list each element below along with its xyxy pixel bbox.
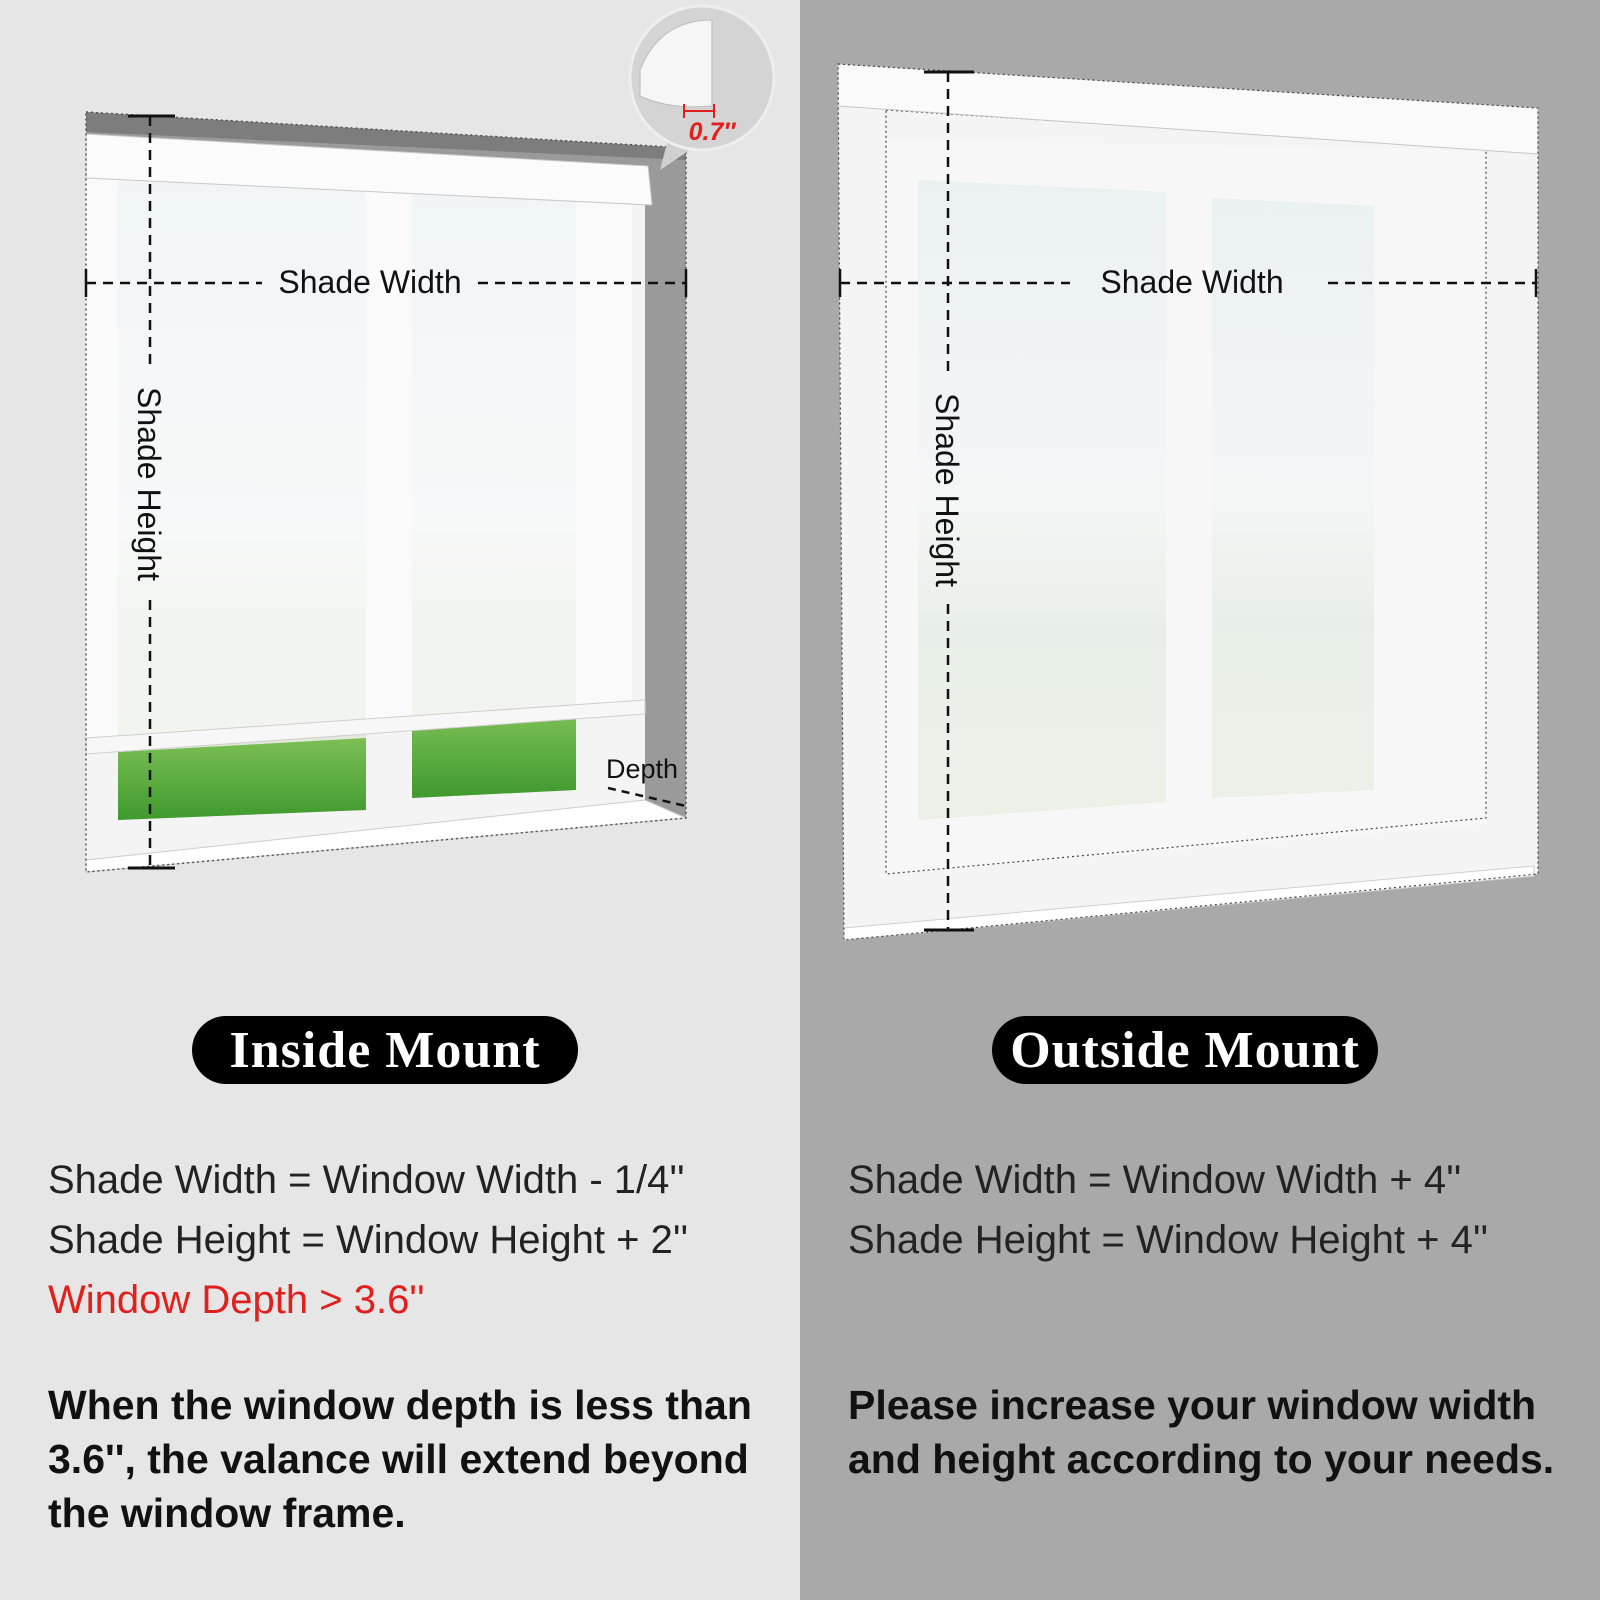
outside-mount-diagram <box>800 0 1600 960</box>
outside-mount-title: Outside Mount <box>992 1016 1378 1084</box>
height-label: Shade Height <box>929 393 965 587</box>
inside-mount-diagram <box>0 0 800 960</box>
outside-formula-height: Shade Height = Window Height + 4'' <box>848 1218 1489 1262</box>
outside-note: Please increase your window width and height according to your needs. <box>848 1382 1555 1482</box>
outside-formula-width: Shade Width = Window Width + 4'' <box>848 1158 1462 1202</box>
depth-label: Depth <box>606 754 679 784</box>
inside-mount-title: Inside Mount <box>192 1016 578 1084</box>
callout-value: 0.7″ <box>688 118 736 146</box>
inside-note: When the window depth is less than 3.6'', the valance will extend beyond the window frame. <box>48 1382 752 1536</box>
height-label: Shade Height <box>131 387 167 581</box>
inside-formula-width: Shade Width = Window Width - 1/4'' <box>48 1158 685 1202</box>
width-label: Shade Width <box>278 264 462 300</box>
outside-formulas <box>848 1150 1488 1270</box>
width-label: Shade Width <box>1100 264 1284 300</box>
inside-formula-height: Shade Height = Window Height + 2'' <box>48 1218 689 1262</box>
outside-mount-panel <box>800 0 1600 1600</box>
inside-formula-depth: Window Depth > 3.6'' <box>48 1278 425 1322</box>
inside-formulas <box>48 1150 688 1330</box>
